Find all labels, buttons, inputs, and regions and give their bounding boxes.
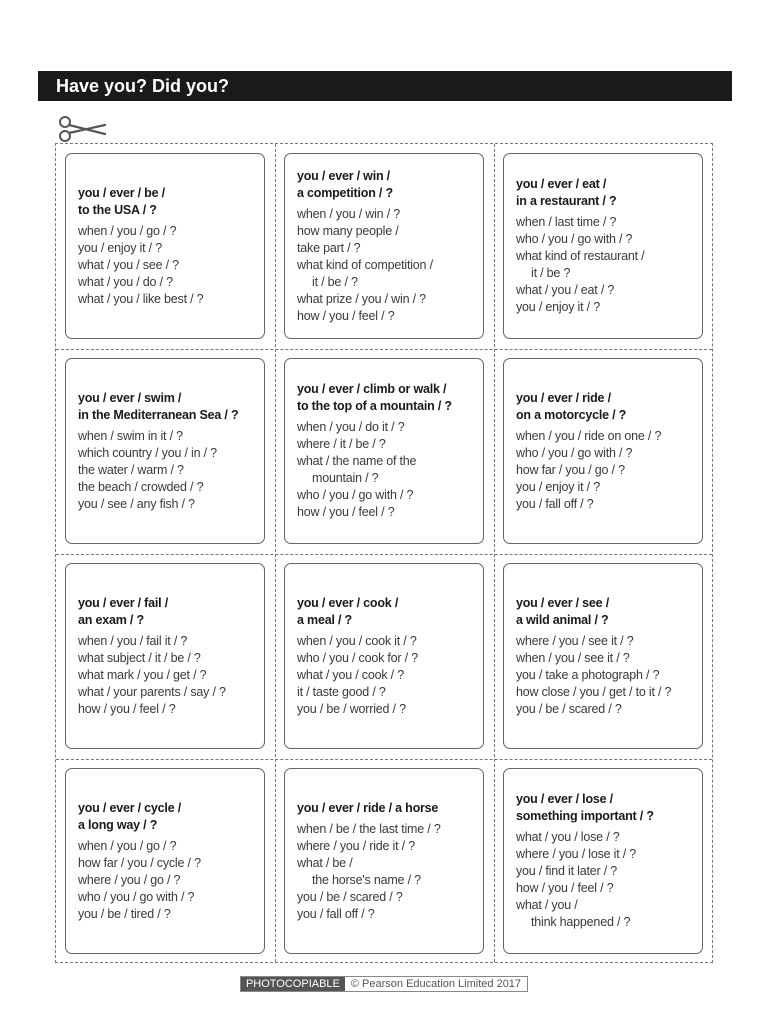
card-question-line: you / enjoy it / ? bbox=[516, 479, 600, 494]
card-question-line: who / you / go with / ? bbox=[516, 232, 633, 246]
card-question-line: the horse's name / ? bbox=[312, 872, 421, 887]
card-question-line: you / enjoy it / ? bbox=[78, 240, 162, 255]
card-question-line: you / see / any fish / ? bbox=[78, 496, 195, 511]
card-question-line: who / you / go with / ? bbox=[516, 445, 633, 460]
card-title bbox=[516, 390, 690, 424]
question-card bbox=[284, 563, 484, 749]
cut-line-horizontal bbox=[56, 349, 712, 350]
card-title-line: in the Mediterranean Sea / ? bbox=[78, 407, 239, 422]
card-question-line: when / be / the last time / ? bbox=[297, 821, 441, 836]
question-card bbox=[65, 153, 265, 339]
card-title-line: a long way / ? bbox=[78, 817, 158, 832]
question-card bbox=[65, 563, 265, 749]
card-question-line: you / fall off / ? bbox=[516, 496, 594, 511]
card-title-line: to the USA / ? bbox=[78, 202, 157, 217]
card-question-line: you / find it later / ? bbox=[516, 864, 618, 878]
card-title bbox=[78, 390, 252, 424]
question-card bbox=[284, 768, 484, 954]
copyright-text: © Pearson Education Limited 2017 bbox=[350, 978, 522, 990]
question-card bbox=[503, 153, 703, 339]
card-question-line: what / your parents / say / ? bbox=[78, 684, 226, 699]
card-question-line: how / you / feel / ? bbox=[78, 701, 176, 716]
question-card bbox=[503, 563, 703, 749]
card-question-line: which country / you / in / ? bbox=[78, 445, 217, 460]
card-question-line: who / you / cook for / ? bbox=[297, 650, 418, 665]
card-title bbox=[297, 595, 471, 629]
card-question-line: how far / you / cycle / ? bbox=[78, 855, 201, 870]
card-title-line: you / ever / ride / bbox=[516, 390, 611, 405]
card-question-line: when / last time / ? bbox=[516, 215, 617, 229]
question-card bbox=[503, 358, 703, 544]
card-question-line: it / be / ? bbox=[312, 274, 358, 289]
card-question-line: how many people / bbox=[297, 223, 399, 238]
card-question-line: how / you / feel / ? bbox=[297, 308, 395, 323]
card-title bbox=[297, 168, 471, 202]
cut-line-vertical bbox=[275, 144, 276, 962]
card-title bbox=[516, 791, 690, 825]
card-question-line: how close / you / get / to it / ? bbox=[516, 684, 672, 699]
card-title-line: a competition / ? bbox=[297, 185, 393, 200]
question-card bbox=[284, 153, 484, 339]
card-title-line: something important / ? bbox=[516, 809, 654, 823]
card-question-line: mountain / ? bbox=[312, 471, 379, 485]
card-question-line: who / you / go with / ? bbox=[78, 889, 195, 904]
card-title-line: you / ever / win / bbox=[297, 168, 390, 183]
card-title-line: you / ever / climb or walk / bbox=[297, 382, 447, 396]
card-question-line: where / you / lose it / ? bbox=[516, 847, 637, 861]
card-title bbox=[78, 800, 252, 834]
card-title-line: you / ever / eat / bbox=[516, 177, 607, 191]
card-title-line: you / ever / cycle / bbox=[78, 800, 182, 815]
card-title-line: a wild animal / ? bbox=[516, 612, 609, 627]
card-question-line: you / be / scared / ? bbox=[516, 701, 622, 716]
card-question-line: where / it / be / ? bbox=[297, 437, 386, 451]
card-question-line: what / the name of the bbox=[297, 454, 417, 468]
card-question-line: you / be / tired / ? bbox=[78, 906, 171, 921]
card-question-line: where / you / go / ? bbox=[78, 872, 181, 887]
card-question-line: what / you / do / ? bbox=[78, 274, 173, 289]
card-question-line: when / you / see it / ? bbox=[516, 650, 630, 665]
card-question-line: it / taste good / ? bbox=[297, 684, 386, 699]
card-title-line: you / ever / ride / a horse bbox=[297, 800, 439, 815]
card-question-line: you / be / worried / ? bbox=[297, 701, 406, 716]
card-title-line: a meal / ? bbox=[297, 612, 352, 627]
card-title-line: you / ever / be / bbox=[78, 185, 165, 200]
card-question-line: what / you / cook / ? bbox=[297, 667, 404, 682]
question-card bbox=[65, 768, 265, 954]
card-question-line: when / you / win / ? bbox=[297, 206, 401, 221]
card-title-line: you / ever / swim / bbox=[78, 390, 182, 405]
card-question-line: you / be / scared / ? bbox=[297, 889, 403, 904]
card-question-line: what kind of restaurant / bbox=[516, 249, 645, 263]
card-title bbox=[516, 595, 690, 629]
photocopiable-label: PHOTOCOPIABLE bbox=[241, 977, 345, 991]
card-title bbox=[297, 800, 471, 817]
card-title-line: an exam / ? bbox=[78, 612, 144, 627]
card-title-line: to the top of a mountain / ? bbox=[297, 399, 452, 413]
card-question-line: what / you / like best / ? bbox=[78, 291, 204, 306]
card-question-line: you / fall off / ? bbox=[297, 906, 375, 921]
card-question-line: what mark / you / get / ? bbox=[78, 667, 207, 682]
card-question-line: what subject / it / be / ? bbox=[78, 650, 201, 665]
cut-line-horizontal bbox=[56, 759, 712, 760]
cut-line-horizontal bbox=[56, 554, 712, 555]
question-card bbox=[284, 358, 484, 544]
card-title-line: in a restaurant / ? bbox=[516, 194, 617, 208]
card-title bbox=[78, 185, 252, 219]
card-question-line: what prize / you / win / ? bbox=[297, 291, 426, 306]
card-question-line: what / you / see / ? bbox=[78, 257, 179, 272]
card-question-line: what / you / eat / ? bbox=[516, 283, 615, 297]
card-question-line: you / enjoy it / ? bbox=[516, 300, 600, 314]
card-question-line: you / take a photograph / ? bbox=[516, 667, 660, 682]
card-question-line: when / you / go / ? bbox=[78, 838, 177, 853]
card-question-line: when / you / fail it / ? bbox=[78, 633, 188, 648]
card-question-line: when / you / ride on one / ? bbox=[516, 428, 662, 443]
card-question-line: take part / ? bbox=[297, 240, 361, 255]
question-card bbox=[503, 768, 703, 954]
cut-out-card-grid bbox=[55, 143, 713, 963]
card-question-line: what kind of competition / bbox=[297, 257, 433, 272]
scissors-icon bbox=[57, 115, 107, 143]
card-question-line: who / you / go with / ? bbox=[297, 488, 414, 502]
page-title: Have you? Did you? bbox=[38, 71, 732, 101]
card-question-line: when / you / cook it / ? bbox=[297, 633, 417, 648]
card-question-line: when / you / go / ? bbox=[78, 223, 177, 238]
card-question-line: when / swim in it / ? bbox=[78, 428, 183, 443]
card-title-line: you / ever / cook / bbox=[297, 595, 399, 610]
card-title bbox=[78, 595, 252, 629]
card-question-line: it / be ? bbox=[531, 266, 571, 280]
card-title bbox=[516, 176, 690, 210]
card-question-line: what / you / lose / ? bbox=[516, 830, 620, 844]
card-question-line: the water / warm / ? bbox=[78, 462, 184, 477]
footer bbox=[0, 976, 768, 992]
card-question-line: when / you / do it / ? bbox=[297, 420, 405, 434]
card-question-line: how / you / feel / ? bbox=[297, 505, 395, 519]
card-question-line: where / you / ride it / ? bbox=[297, 838, 415, 853]
question-card bbox=[65, 358, 265, 544]
card-title-line: you / ever / see / bbox=[516, 595, 609, 610]
card-question-line: the beach / crowded / ? bbox=[78, 479, 204, 494]
card-question-line: think happened / ? bbox=[531, 915, 631, 929]
cut-line-vertical bbox=[494, 144, 495, 962]
card-title bbox=[297, 381, 471, 415]
card-question-line: how / you / feel / ? bbox=[516, 881, 614, 895]
card-title-line: you / ever / lose / bbox=[516, 792, 613, 806]
card-title-line: you / ever / fail / bbox=[78, 595, 168, 610]
card-question-line: how far / you / go / ? bbox=[516, 462, 625, 477]
card-question-line: what / be / bbox=[297, 855, 353, 870]
card-question-line: what / you / bbox=[516, 898, 578, 912]
card-title-line: on a motorcycle / ? bbox=[516, 407, 627, 422]
card-question-line: where / you / see it / ? bbox=[516, 633, 634, 648]
footer-box bbox=[240, 976, 528, 992]
